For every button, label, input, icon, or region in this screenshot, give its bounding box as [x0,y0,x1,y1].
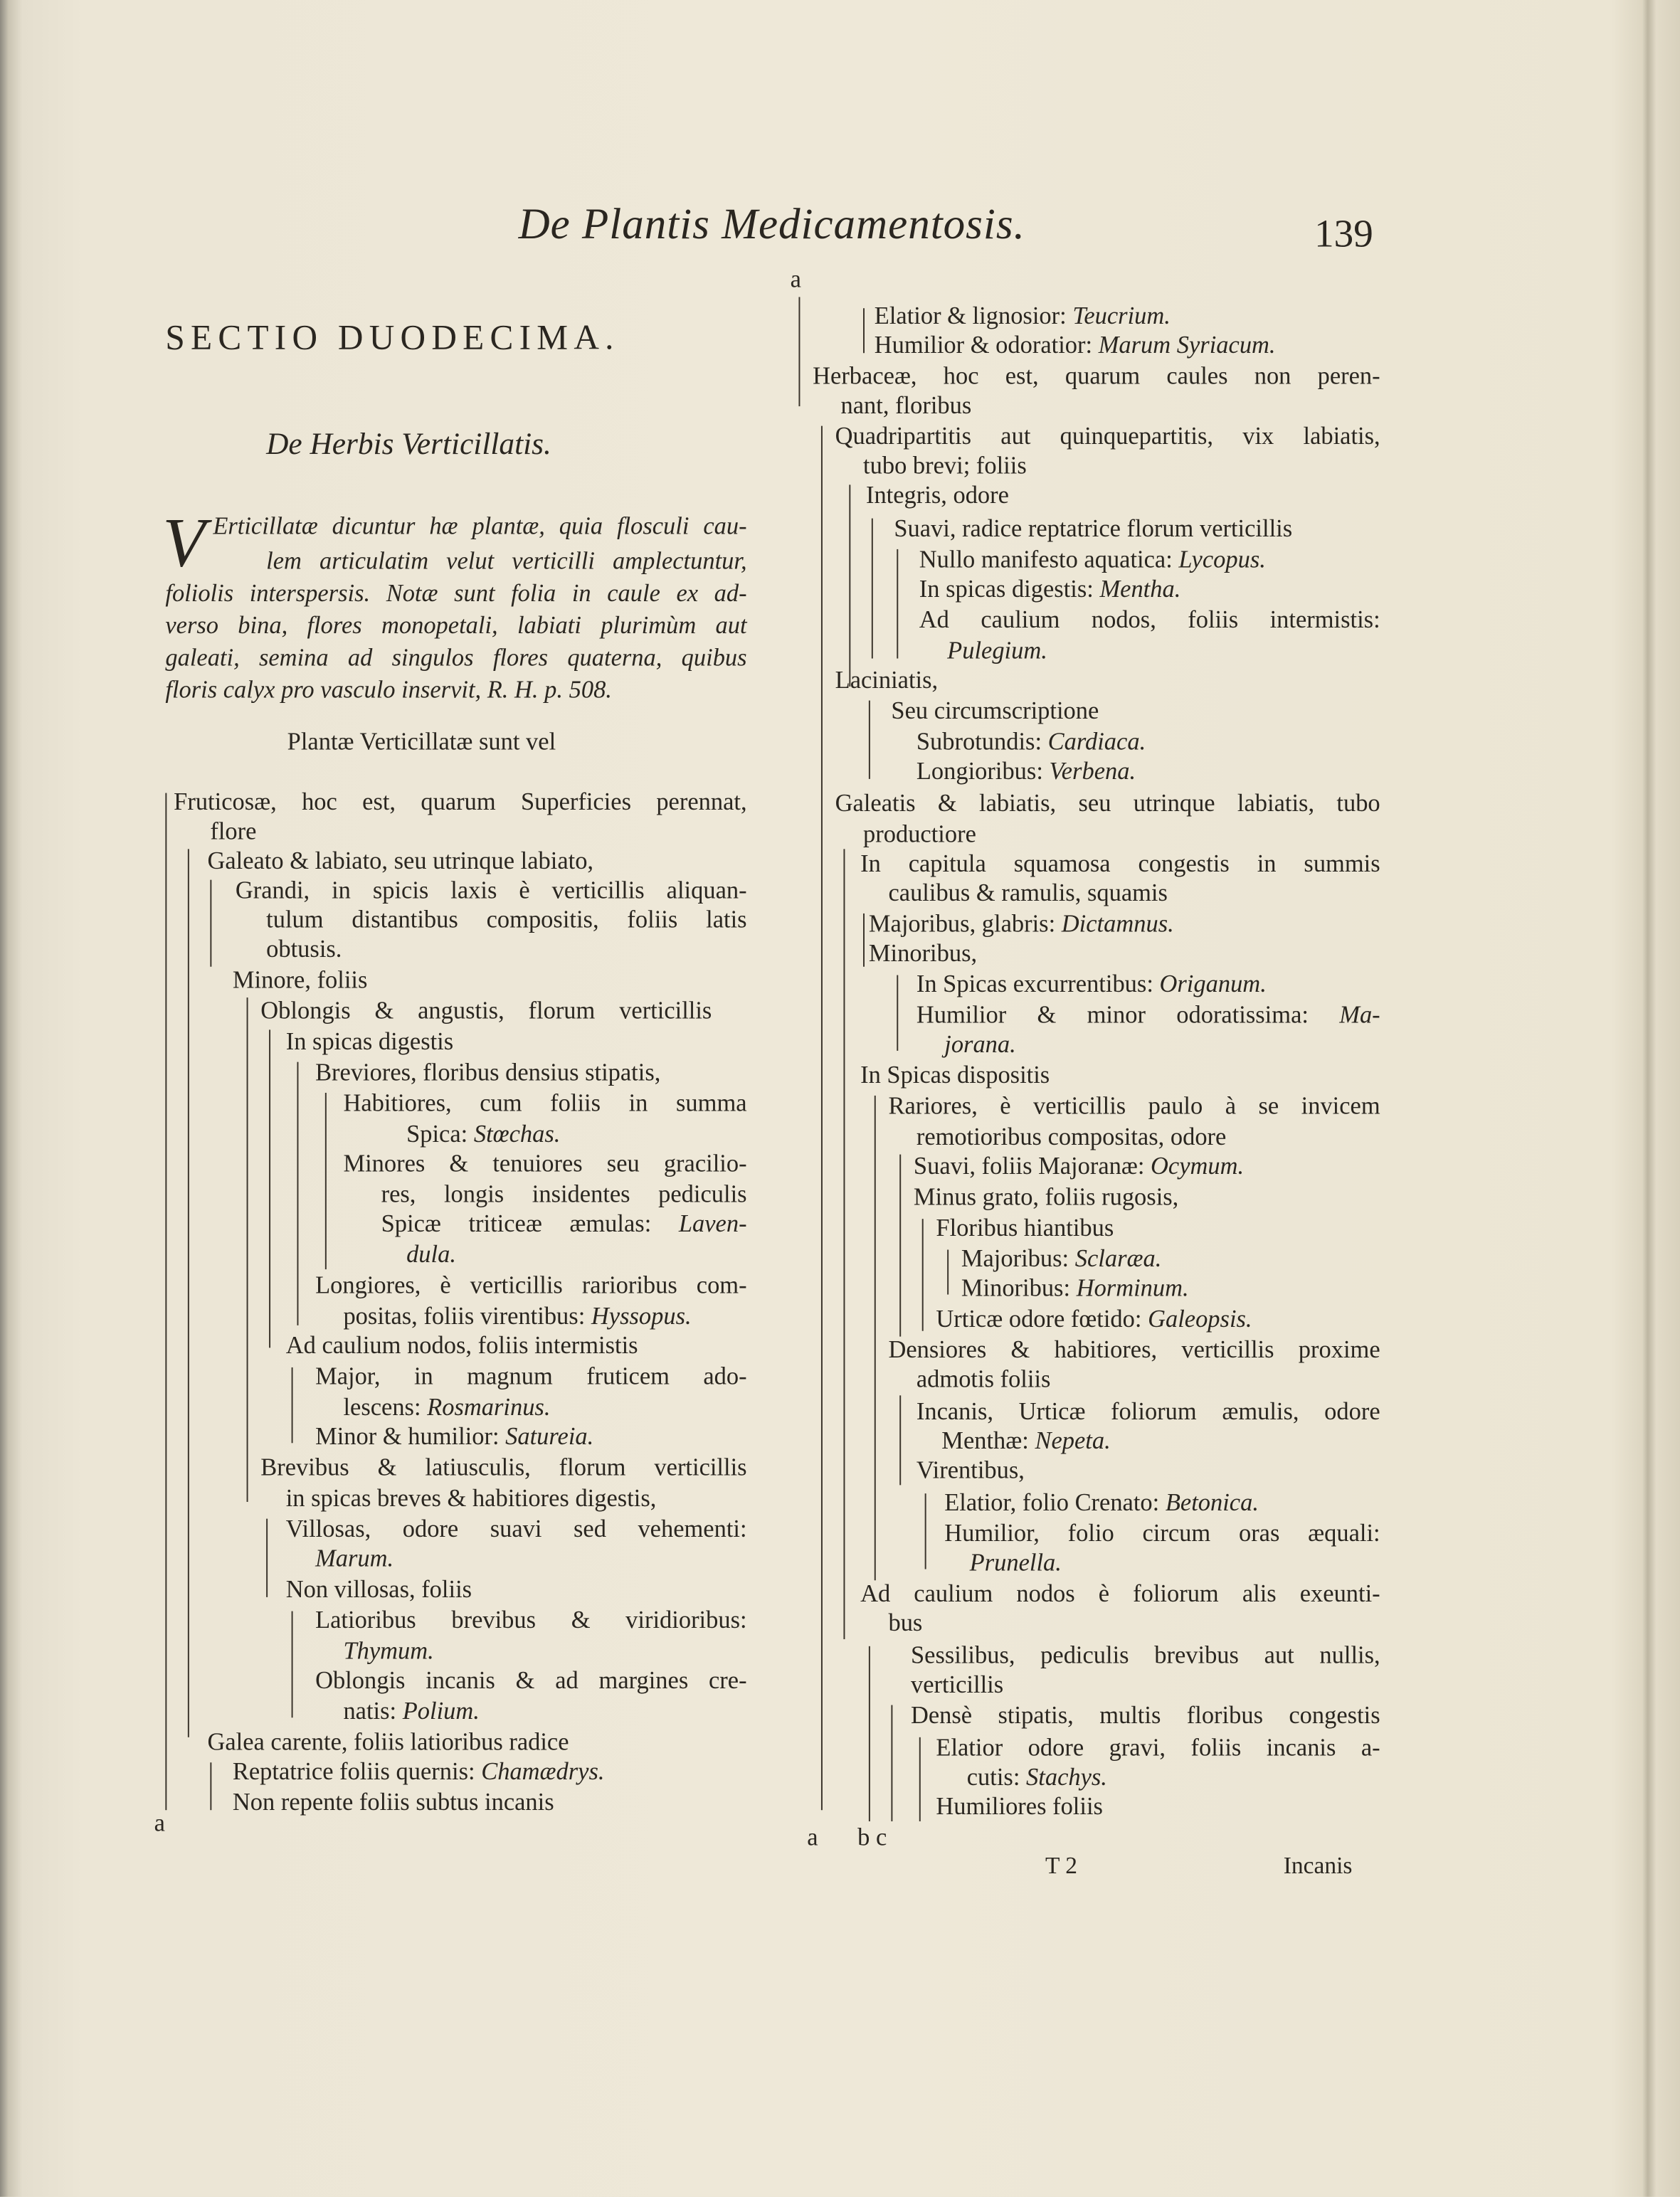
intro-line: verso bina, flores monopetali, labiati plurimùm aut [165,610,747,639]
species-name: Lycopus. [1178,545,1266,573]
key-entry [863,451,1027,479]
species-name: Horminum. [1076,1274,1189,1302]
entry-text: Herbaceæ, hoc est, quarum caules non peren- [813,361,1380,390]
key-entry [286,1331,638,1359]
key-entry [860,849,1380,877]
key-entry [260,1453,746,1481]
key-entry [841,391,972,418]
bracket-line [210,1762,211,1810]
species-name: Mentha. [1099,574,1181,603]
key-entry [807,1823,818,1851]
key-entry [947,636,1047,664]
key-entry [936,1304,1252,1332]
entry-text: Humilior & minor odoratissima: [916,1000,1340,1029]
bracket-line [297,1062,298,1325]
key-entry [154,1809,165,1836]
entry-text: Quadripartitis aut quinquepartitis, vix labiatis, [835,421,1380,450]
entry-text: a [790,265,801,293]
entry-text: Elatior, folio Crenato: [944,1488,1166,1516]
entry-text: Suavi, foliis Majoranæ: [913,1151,1151,1180]
entry-text: remotioribus compositas, odore [916,1122,1227,1150]
key-entry [914,1182,1178,1210]
key-entry [207,1727,569,1755]
entry-text: in spicas breves & habitiores digestis, [285,1483,657,1512]
entry-text: Majoribus, glabris: [868,909,1062,938]
key-entry [888,1091,1380,1119]
bracket-line [247,997,248,1502]
key-entry [286,1574,472,1602]
species-name: Prunella. [969,1547,1062,1577]
key-entry [944,1519,1380,1547]
entry-text: Floribus hiantibus [936,1213,1114,1242]
species-name: Marum Syriacum. [1098,330,1276,359]
entry-text: In spicas digestis [285,1027,454,1055]
bracket-line [919,1737,921,1821]
bracket-line [872,519,873,659]
species-name: Galeopsis. [1148,1304,1252,1333]
key-entry [286,1027,453,1054]
species-name: Thymum. [343,1636,434,1665]
section-title: SECTIO DUODECIMA. [165,319,620,358]
entry-text: Spicæ triticeæ æmulas: [381,1209,679,1237]
entry-text: Densiores & habitiores, verticillis proxime [888,1335,1380,1364]
bracket-line [292,1611,293,1718]
key-entry [911,1670,1003,1698]
entry-text: In spicas digestis: [919,574,1100,603]
bracket-line [821,426,823,1811]
key-entry [857,1823,887,1851]
key-entry [914,1152,1244,1180]
species-name: Laven- [678,1209,747,1237]
key-entry [911,1701,1380,1729]
entry-text: bus [888,1608,923,1637]
entry-text: Non villosas, foliis [285,1574,472,1603]
bracket-line [843,849,845,1639]
key-entry [233,965,368,993]
entry-text: b c [857,1822,887,1851]
key-entry [875,331,1276,359]
key-entry [315,1271,747,1298]
species-name: Chamædrys. [481,1757,605,1785]
entry-text: a [807,1822,818,1851]
entry-text: Elatior odore gravi, foliis incanis a- [936,1732,1380,1762]
key-entry [835,665,939,693]
key-entry [233,1757,605,1784]
intro-line: lem articulatim velut verticilli amplectuntur, [266,546,747,575]
entry-text: Humilior, folio circum oras æquali: [944,1518,1380,1547]
entry-text: Galeatis & labiatis, seu utrinque labiatis, tubo [835,788,1380,817]
entry-text: Nullo manifesto aquatica: [919,545,1179,573]
entry-text: obtusis. [266,934,342,963]
bracket-line [947,1250,949,1295]
key-entry [343,1392,550,1420]
key-entry [315,1058,660,1086]
entry-text: Suavi, radice reptatrice florum verticillis [894,514,1293,543]
entry-text: Oblongis & angustis, florum verticillis [260,996,712,1025]
species-name: Rosmarinus. [427,1392,551,1421]
entry-text: Oblongis incanis & ad margines cre- [315,1666,747,1694]
key-entry [260,996,712,1024]
bracket-line [875,1096,876,1580]
key-entry [286,1483,657,1511]
bracket-line [188,849,189,1737]
entry-text: Minores & tenuiores seu gracilio- [343,1148,747,1177]
key-entry [266,905,746,933]
entry-text: Ad caulium nodos, foliis intermistis [285,1330,638,1360]
key-entry [936,1733,1380,1761]
key-entry [813,361,1380,389]
key-entry [919,574,1181,602]
key-entry [916,756,1136,784]
entry-text: Menthæ: [941,1426,1035,1455]
key-entry [875,301,1171,329]
key-entry [286,1515,747,1542]
entry-text: Breviores, floribus densius stipatis, [315,1057,661,1086]
entry-text: Minoribus: [961,1274,1077,1302]
species-name: Sclaræa. [1074,1244,1162,1273]
drop-cap: V [162,502,206,582]
key-entry [916,1456,1025,1483]
key-entry [315,1362,747,1389]
key-entry [174,788,746,815]
species-name: Hyssopus. [591,1301,692,1330]
key-entry [860,1061,1050,1089]
entry-text: Fruticosæ, hoc est, quarum Superficies perennat, [174,787,747,816]
entry-text: Subrotundis: [916,727,1048,756]
key-entry [835,789,1380,817]
key-entry [961,1244,1161,1272]
key-entry [343,1089,746,1116]
entry-text: Galea carente, foliis latioribus radice [207,1727,569,1756]
key-entry [970,1548,1062,1576]
key-entry [343,1301,691,1329]
key-entry [343,1697,479,1725]
bracket-line [869,1646,870,1821]
entry-text: Major, in magnum fruticem ado- [315,1362,747,1390]
entry-text: Minore, foliis [232,965,368,994]
entry-text: positas, foliis virentibus: [343,1301,591,1330]
intro-line: Erticillatæ dicuntur hæ plantæ, quia flosculi cau- [213,511,747,540]
species-name: dula. [406,1239,456,1269]
key-entry [919,605,1380,633]
entry-text: Humilior & odoratior: [874,330,1099,359]
species-name: Marum. [315,1544,394,1572]
key-entry [266,934,342,962]
entry-text: Minoribus, [868,938,978,967]
entry-text: productiore [863,819,976,848]
entry-text: Non repente foliis subtus incanis [232,1787,554,1816]
entry-text: Grandi, in spicis laxis è verticillis aliquan- [235,875,747,904]
species-name: Dictamnus. [1061,909,1174,938]
bracket-line [891,1705,892,1821]
key-entry [916,1122,1227,1150]
species-name: Origanum. [1159,969,1267,998]
key-entry [866,480,1009,508]
key-entry [869,909,1174,937]
bracket-line [897,549,898,659]
bracket-line [849,485,850,687]
entry-text: Minor & humilior: [315,1422,506,1451]
entry-text: Sessilibus, pediculis brevibus aut nullis, [910,1640,1380,1669]
entry-text: tulum distantibus compositis, foliis latis [266,905,747,933]
running-title: De Plantis Medicamentosis. [518,198,1025,248]
entry-text: Brevibus & latiusculis, florum verticillis [260,1453,747,1481]
key-entry [967,1762,1107,1790]
entry-text: Minus grato, foliis rugosis, [913,1182,1179,1211]
species-name: Pulegium. [947,636,1047,665]
species-name: Polium. [402,1696,480,1725]
entry-text: tubo brevi; foliis [863,451,1027,480]
entry-text: Majoribus: [961,1244,1075,1273]
intro-line: galeati, semina ad singulos flores quaterna, quibus [165,642,747,672]
key-entry [315,1544,393,1572]
entry-text: caulibus & ramulis, squamis [888,878,1168,907]
bracket-line [897,975,898,1051]
entry-text: Spica: [406,1119,474,1148]
entry-text: Humiliores foliis [936,1791,1103,1820]
key-entry [406,1240,456,1268]
key-entry [381,1180,747,1207]
key-entry [941,1426,1110,1454]
entry-text: Longioribus: [916,756,1050,785]
species-name: Stachys. [1026,1762,1107,1791]
signature-mark: T 2 [1045,1852,1077,1879]
entry-text: Integris, odore [865,480,1009,509]
key-entry [888,1609,922,1636]
bracket-line [925,1493,926,1569]
species-name: Teucrium. [1072,301,1171,329]
entry-text: cutis: [966,1762,1027,1791]
intro-line: floris calyx pro vasculo inservit, R. H. p. 508. [165,675,612,704]
bracket-line [165,793,167,1811]
entry-text: Seu circumscriptione [891,696,1099,725]
entry-text: Laciniatis, [835,665,939,694]
entry-text: Virentibus, [916,1455,1025,1484]
bracket-line [269,1029,270,1348]
species-name: Satureia. [505,1422,594,1451]
key-entry [919,545,1266,573]
entry-text: Latioribus brevibus & viridioribus: [315,1605,747,1634]
intro-line: foliolis interspersis. Notæ sunt folia in caule ex ad- [165,578,747,607]
entry-text: Rariores, è verticillis paulo à se invicem [888,1091,1380,1120]
key-entry [236,876,747,904]
page-number: 139 [1314,213,1373,257]
key-entry [233,1788,554,1816]
entry-text: Longiores, è verticillis rarioribus com- [315,1271,747,1299]
entry-text: In capitula squamosa congestis in summis [860,849,1380,877]
species-name: Verbena. [1049,756,1136,785]
species-name: Ma- [1339,1000,1380,1029]
key-entry [343,1149,746,1177]
entry-text: Elatior & lignosior: [874,301,1073,329]
entry-text: Reptatrice foliis quernis: [232,1757,482,1785]
key-entry [916,1397,1380,1424]
key-entry [343,1636,433,1664]
entry-text: Habitiores, cum foliis in summa [343,1089,747,1117]
key-entry [961,1274,1189,1301]
key-entry [860,1579,1380,1606]
species-name: Nepeta. [1035,1426,1111,1455]
key-entry [916,727,1146,755]
key-entry [936,1213,1114,1241]
entry-text: verticillis [910,1670,1004,1698]
entry-text: Ad caulium nodos è foliorum alis exeunti- [860,1579,1380,1607]
bracket-line [863,308,865,353]
species-name: Ocymum. [1151,1151,1245,1180]
key-entry [315,1422,593,1450]
key-entry [315,1606,747,1634]
entry-text: a [154,1809,165,1837]
key-entry [210,817,256,845]
key-entry [791,265,801,292]
intro-lead: Plantæ Verticillatæ sunt vel [287,727,556,756]
bracket-line [863,914,865,967]
bracket-line [325,1093,327,1269]
bracket-line [899,1395,901,1485]
key-entry [891,697,1099,724]
bracket-line [266,1519,268,1597]
entry-text: res, longis insidentes pediculis [381,1180,747,1208]
species-name: Betonica. [1165,1488,1259,1516]
entry-text: Galeato & labiato, seu utrinque labiato, [207,846,594,874]
entry-text: Ad caulium nodos, foliis intermistis: [919,605,1380,634]
key-entry [936,1792,1103,1820]
key-entry [863,820,976,847]
key-entry [835,422,1380,450]
bracket-line [899,1155,901,1337]
entry-text: Incanis, Urticæ foliorum æmulis, odore [916,1397,1380,1425]
species-name: jorana. [944,1029,1016,1058]
entry-text: admotis foliis [916,1365,1051,1393]
key-entry [911,1641,1380,1668]
key-entry [916,1000,1380,1028]
bracket-line [292,1367,293,1443]
species-name: Cardiaca. [1047,727,1146,756]
bracket-line [869,701,870,779]
key-entry [944,1488,1259,1515]
key-entry [315,1666,747,1693]
key-entry [916,1365,1051,1392]
bracket-line [922,1219,924,1331]
species-name: Stœchas. [473,1119,561,1148]
key-entry [406,1119,560,1147]
entry-text: Densè stipatis, multis floribus congestis [910,1700,1380,1729]
entry-text: In Spicas excurrentibus: [916,969,1160,998]
key-entry [888,1335,1380,1363]
entry-text: Villosas, odore suavi sed vehementi: [285,1514,747,1543]
bracket-line [798,297,800,406]
bracket-line [210,880,211,967]
section-subtitle: De Herbis Verticillatis. [266,425,551,461]
entry-text: flore [210,817,257,845]
key-entry [207,846,593,874]
entry-text: nant, floribus [840,391,972,419]
entry-text: Urticæ odore fœtido: [936,1304,1148,1333]
key-entry [869,938,977,966]
key-entry [888,879,1167,906]
catchword: Incanis [1283,1852,1353,1879]
key-entry [916,970,1267,997]
key-entry [381,1209,747,1237]
key-entry [944,1029,1016,1057]
key-entry [894,514,1292,542]
entry-text: lescens: [343,1392,428,1421]
entry-text: In Spicas dispositis [860,1060,1050,1089]
entry-text: natis: [343,1696,403,1725]
